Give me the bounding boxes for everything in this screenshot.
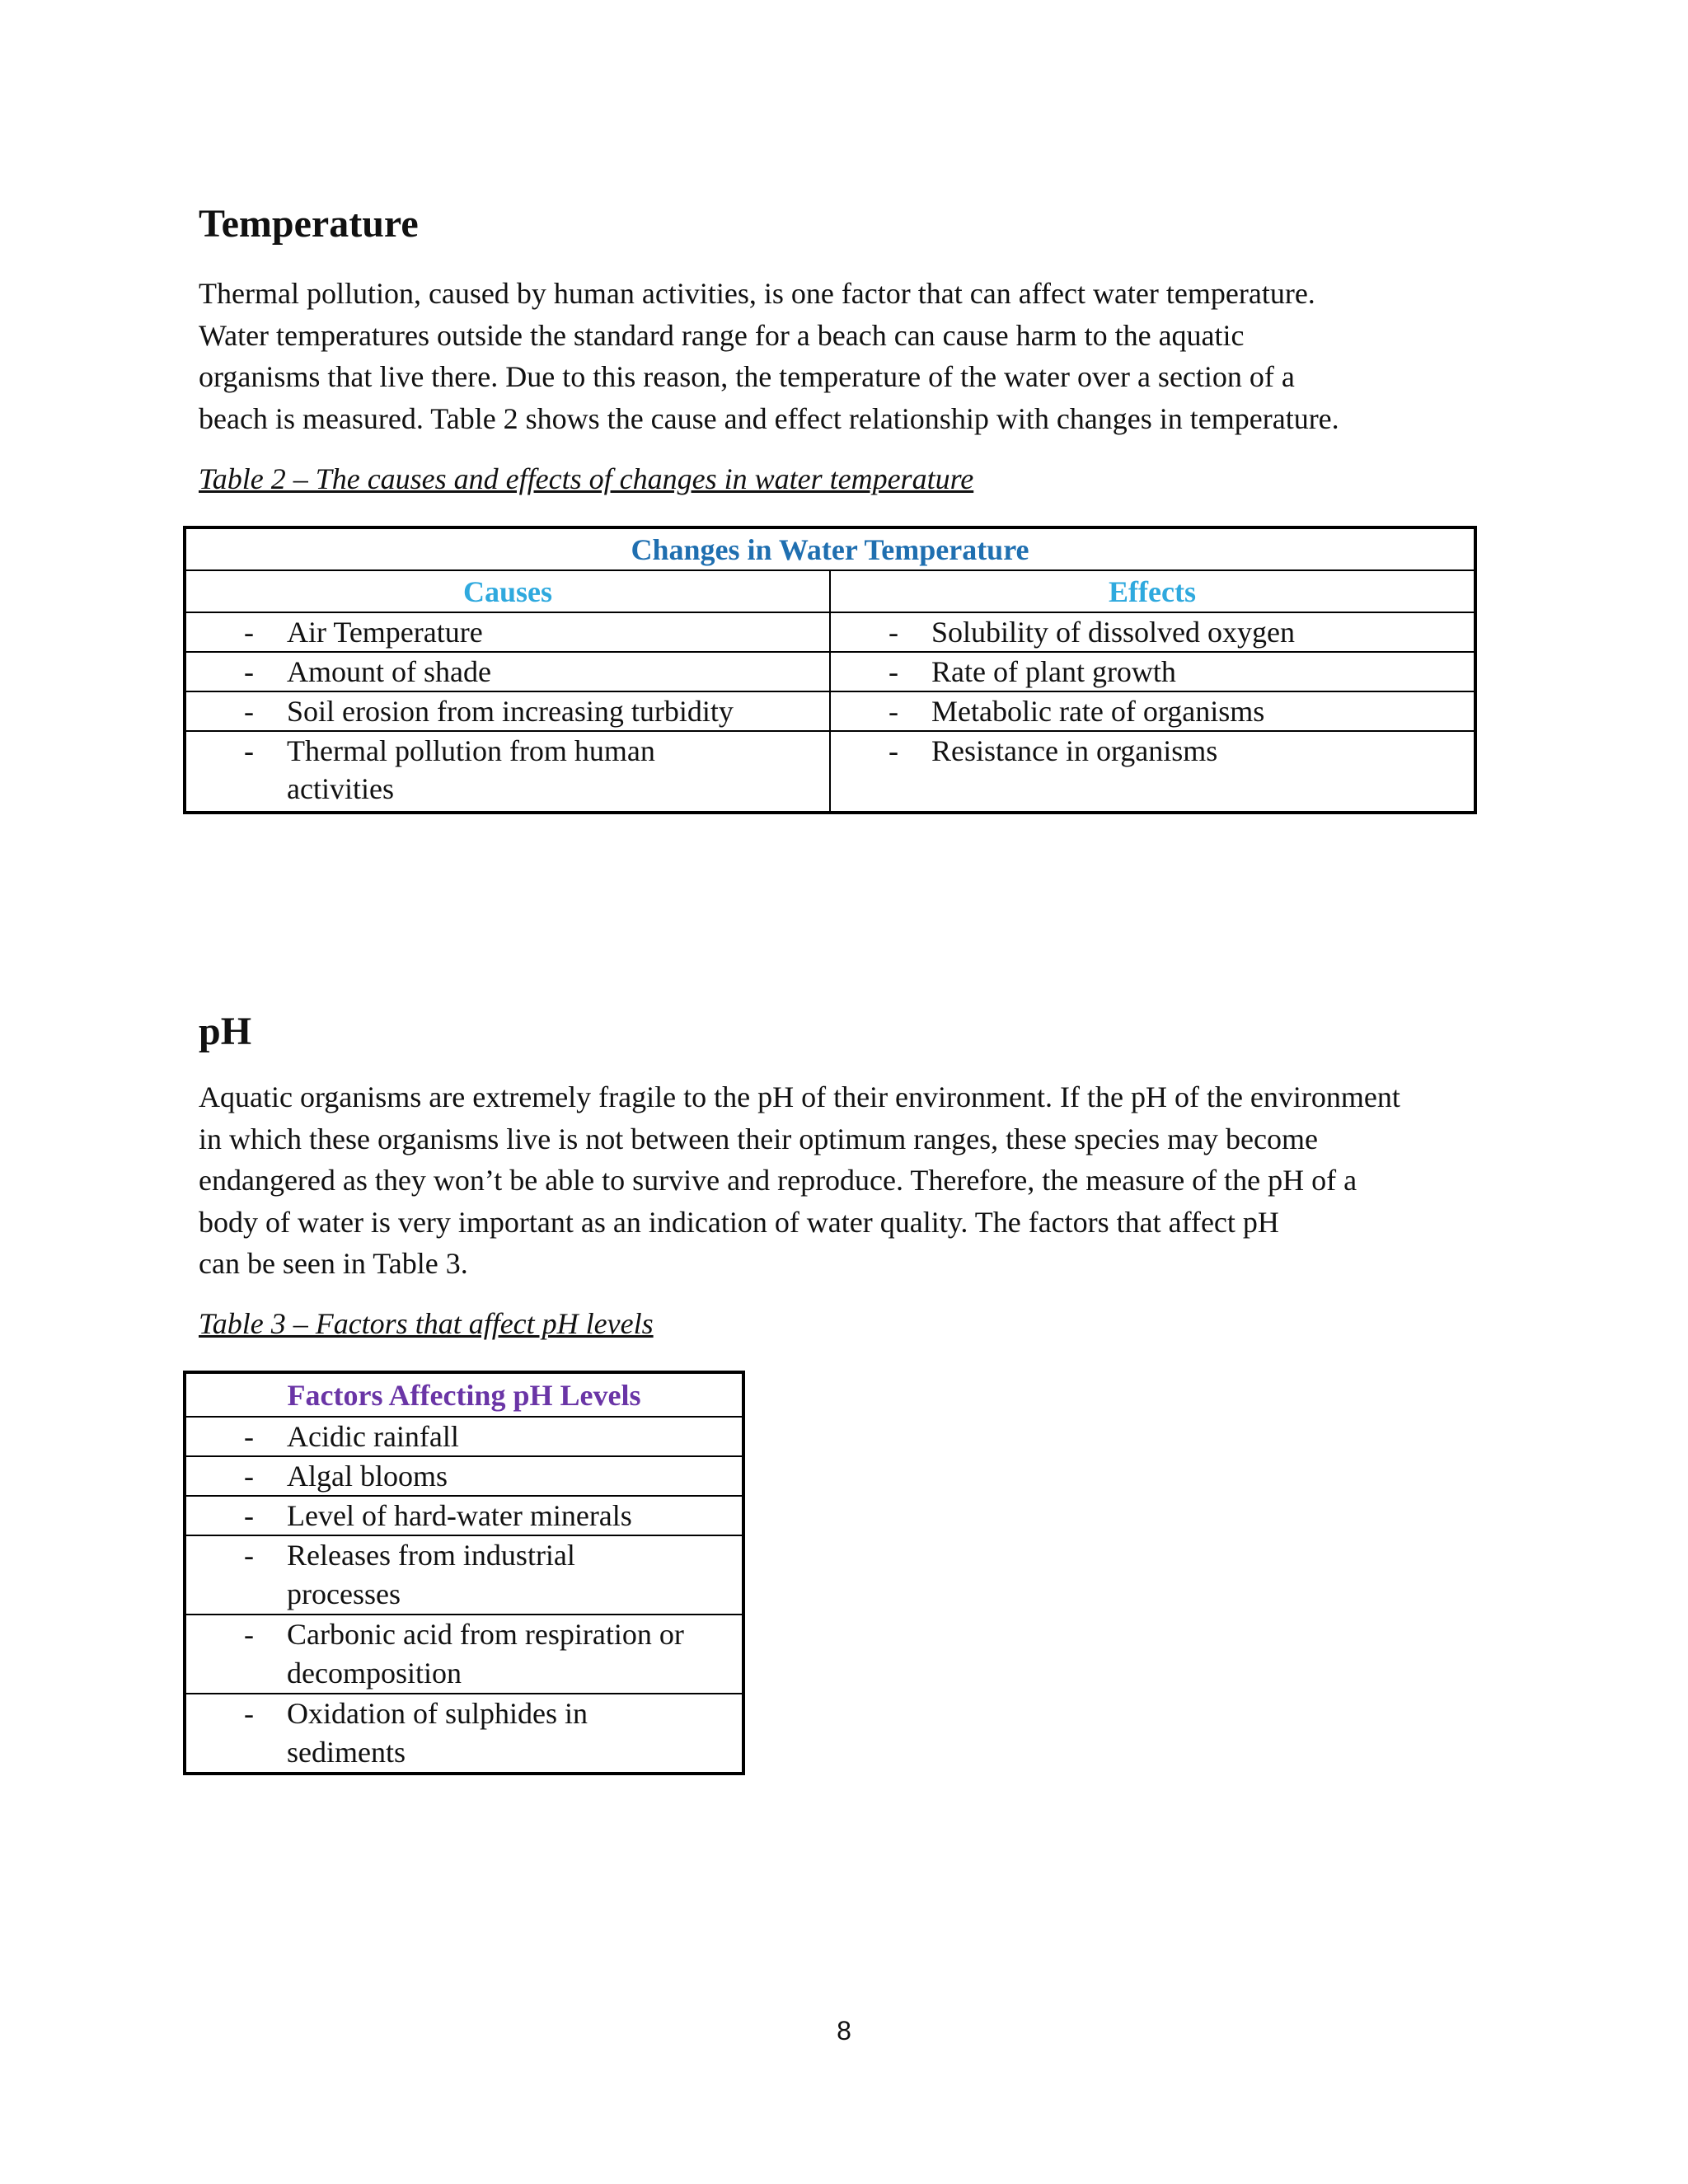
bullet-dash: - — [244, 1420, 254, 1453]
bullet-dash: - — [244, 1618, 254, 1651]
bullet-dash: - — [889, 734, 898, 767]
cause-text: Amount of shade — [287, 655, 491, 688]
table-row — [185, 1615, 743, 1694]
effect-cell — [830, 612, 1475, 652]
bullet-dash: - — [244, 1460, 254, 1493]
ph-paragraph — [199, 1076, 1476, 1285]
effect-cell — [830, 691, 1475, 731]
table-2-caption: Table 2 – The causes and effects of changes in water temperature — [199, 462, 974, 495]
cause-text: Thermal pollution from human activities — [287, 734, 655, 805]
paragraph-line: in which these organisms live is not between their optimum ranges, these species may become — [199, 1122, 1318, 1155]
column-header-causes: Causes — [185, 570, 830, 612]
paragraph-line: body of water is very important as an indication of water quality. The factors that affect pH — [199, 1205, 1279, 1239]
effect-text: Rate of plant growth — [931, 655, 1176, 688]
bullet-dash: - — [889, 695, 898, 728]
factor-text: Carbonic acid from respiration or decomposition — [287, 1618, 684, 1690]
table-row — [185, 652, 1475, 691]
cause-text: Air Temperature — [287, 616, 483, 649]
effect-cell — [830, 652, 1475, 691]
factor-cell — [185, 1417, 743, 1456]
paragraph-line: can be seen in Table 3. — [199, 1247, 468, 1280]
bullet-dash: - — [244, 1697, 254, 1730]
paragraph-line: Water temperatures outside the standard range for a beach can cause harm to the aquatic — [199, 318, 1245, 352]
factor-text: Level of hard-water minerals — [287, 1499, 632, 1532]
effect-text: Metabolic rate of organisms — [931, 695, 1265, 728]
factor-text: Algal blooms — [287, 1460, 448, 1493]
bullet-dash: - — [244, 1539, 254, 1572]
table-row — [185, 731, 1475, 813]
factor-cell — [185, 1535, 743, 1615]
effect-text: Solubility of dissolved oxygen — [931, 616, 1295, 649]
table-row — [185, 612, 1475, 652]
cause-cell — [185, 612, 830, 652]
bullet-dash: - — [244, 655, 254, 688]
cause-text: Soil erosion from increasing turbidity — [287, 695, 734, 728]
bullet-dash: - — [244, 734, 254, 767]
table-row — [185, 691, 1475, 731]
bullet-dash: - — [889, 655, 898, 688]
paragraph-line: Aquatic organisms are extremely fragile to the pH of their environment. If the pH of the environment — [199, 1080, 1400, 1113]
factor-text: Acidic rainfall — [287, 1420, 459, 1453]
table-title: Factors Affecting pH Levels — [185, 1372, 743, 1417]
factor-text: Oxidation of sulphides in sediments — [287, 1697, 588, 1769]
factor-cell — [185, 1496, 743, 1535]
temperature-paragraph — [199, 273, 1476, 439]
temperature-heading: Temperature — [199, 202, 419, 246]
bullet-dash: - — [244, 616, 254, 649]
table-row — [185, 1456, 743, 1496]
table-row — [185, 1417, 743, 1456]
water-temperature-table — [183, 526, 1477, 814]
factor-cell — [185, 1456, 743, 1496]
paragraph-line: organisms that live there. Due to this reason, the temperature of the water over a section of a — [199, 360, 1295, 393]
factor-cell — [185, 1615, 743, 1694]
table-title: Changes in Water Temperature — [185, 527, 1475, 570]
ph-heading: pH — [199, 1010, 252, 1053]
factor-text: Releases from industrial processes — [287, 1539, 575, 1610]
page-number: 8 — [837, 2016, 851, 2046]
table-row — [185, 1496, 743, 1535]
table-row — [185, 1694, 743, 1774]
effect-text: Resistance in organisms — [931, 734, 1218, 767]
factor-cell — [185, 1694, 743, 1774]
paragraph-line: endangered as they won’t be able to survive and reproduce. Therefore, the measure of the pH of a — [199, 1164, 1357, 1197]
bullet-dash: - — [244, 1499, 254, 1532]
column-header-effects: Effects — [830, 570, 1475, 612]
ph-factors-table — [183, 1371, 745, 1775]
paragraph-line: Thermal pollution, caused by human activities, is one factor that can affect water temperature. — [199, 277, 1315, 310]
paragraph-line: beach is measured. Table 2 shows the cause and effect relationship with changes in temperature. — [199, 401, 1339, 435]
cause-cell — [185, 691, 830, 731]
bullet-dash: - — [889, 616, 898, 649]
cause-cell — [185, 652, 830, 691]
bullet-dash: - — [244, 695, 254, 728]
table-row — [185, 1535, 743, 1615]
cause-cell — [185, 731, 830, 813]
table-3-caption: Table 3 – Factors that affect pH levels — [199, 1307, 654, 1340]
effect-cell — [830, 731, 1475, 813]
